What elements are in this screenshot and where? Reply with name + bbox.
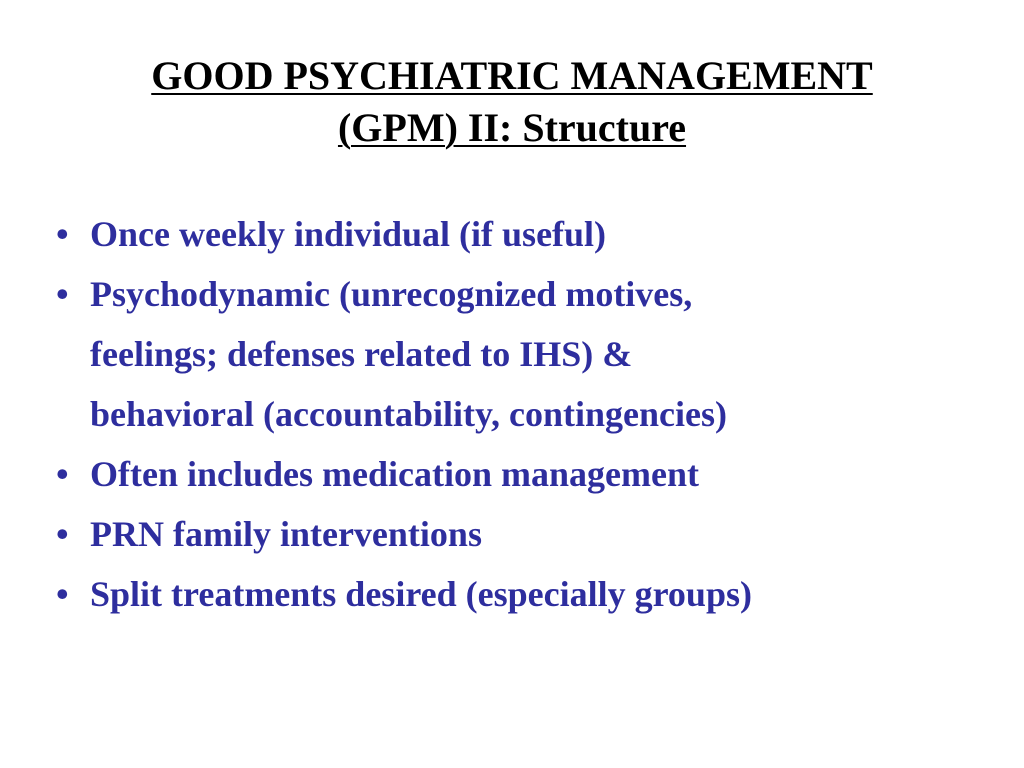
title-line-1-text: GOOD PSYCHIATRIC MANAGEMENT — [151, 53, 873, 98]
bullet-text: Once weekly individual (if useful) — [90, 214, 607, 254]
title-line-2-text: (GPM) II: Structure — [337, 105, 687, 150]
bullet-icon: • — [56, 214, 69, 254]
bullet-item-4 — [56, 504, 996, 564]
bullet-list — [56, 204, 996, 624]
bullet-item-1 — [56, 204, 996, 264]
bullet-icon: • — [56, 574, 69, 614]
bullet-text: Psychodynamic (unrecognized motives, — [90, 274, 693, 314]
bullet-text-continuation: feelings; defenses related to IHS) & — [90, 334, 633, 374]
bullet-text-continuation: behavioral (accountability, contingencies) — [90, 394, 727, 434]
bullet-item-2 — [56, 264, 996, 444]
bullet-item-3 — [56, 444, 996, 504]
bullet-icon: • — [56, 454, 69, 494]
bullet-text: Often includes medication management — [90, 454, 699, 494]
title-line-2 — [0, 102, 1024, 154]
bullet-icon: • — [56, 514, 69, 554]
bullet-text: PRN family interventions — [90, 514, 482, 554]
bullet-icon: • — [56, 274, 69, 314]
bullet-item-5 — [56, 564, 996, 624]
title-line-1 — [0, 50, 1024, 102]
slide-title — [0, 50, 1024, 154]
bullet-text: Split treatments desired (especially groups) — [90, 574, 752, 614]
